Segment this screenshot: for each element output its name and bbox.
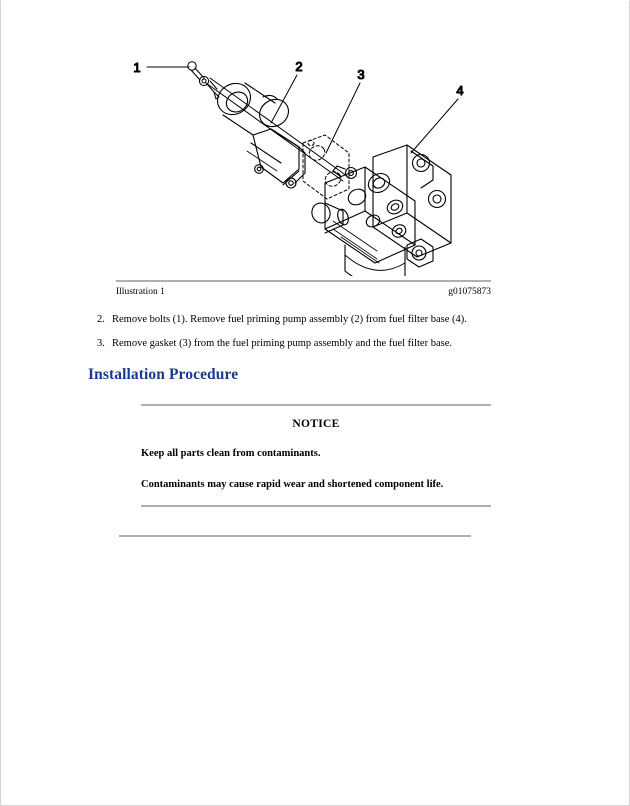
step-number: 2. xyxy=(97,314,105,325)
leader-lines xyxy=(147,67,458,153)
fuel-priming-pump-exploded-drawing xyxy=(111,31,501,276)
callout-label-2: 2 xyxy=(295,59,303,74)
pump-shaft xyxy=(206,78,347,181)
callout-label-4: 4 xyxy=(456,83,464,98)
illustration-caption-row xyxy=(116,287,491,297)
callout-label-3: 3 xyxy=(357,67,365,82)
notice-line: Keep all parts clean from contaminants. xyxy=(141,448,321,459)
step-text: Remove bolts (1). Remove fuel priming pump assembly (2) from fuel filter base (4). xyxy=(112,314,467,325)
callout-label-1: 1 xyxy=(133,60,141,75)
procedure-steps-list xyxy=(97,313,527,361)
illustration-figure xyxy=(111,31,501,276)
section-end-rule xyxy=(119,535,471,537)
illustration-divider-rule xyxy=(116,280,491,282)
page-title: Installation Procedure xyxy=(88,366,239,383)
notice-title: NOTICE xyxy=(292,418,340,430)
fuel-priming-pump-assembly xyxy=(212,77,305,188)
notice-top-rule xyxy=(141,404,491,406)
list-item xyxy=(97,313,527,327)
notice-bottom-rule xyxy=(141,505,491,507)
illustration-caption-label: Illustration 1 xyxy=(116,287,165,297)
illustration-graphic-id: g01075873 xyxy=(448,287,491,297)
notice-block xyxy=(141,411,491,491)
step-text: Remove gasket (3) from the fuel priming pump assembly and the fuel filter base. xyxy=(112,338,452,350)
list-item xyxy=(97,337,527,351)
gasket-part xyxy=(303,135,349,199)
notice-line: Contaminants may cause rapid wear and shortened component life. xyxy=(141,478,444,490)
step-number: 3. xyxy=(97,338,105,350)
bolt-part xyxy=(188,62,219,99)
